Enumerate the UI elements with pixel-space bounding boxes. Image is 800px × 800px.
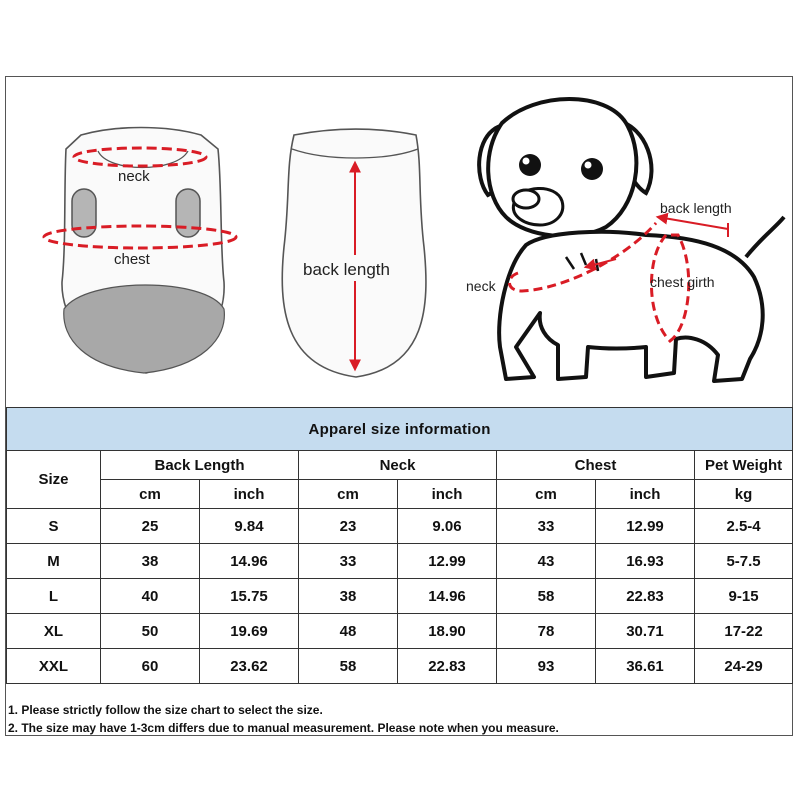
table-cell: 18.90 [398, 614, 497, 649]
table-cell: 9.84 [200, 509, 299, 544]
size-cell: XXL [7, 649, 101, 684]
table-row [7, 614, 793, 649]
table-cell: 9.06 [398, 509, 497, 544]
table-cell: 12.99 [596, 509, 695, 544]
front-vest-right-armhole [176, 189, 200, 237]
table-cell: 33 [299, 544, 398, 579]
measurement-illustrations [6, 77, 794, 407]
unit-header: kg [695, 480, 793, 509]
table-cell: 48 [299, 614, 398, 649]
size-cell: L [7, 579, 101, 614]
table-cell: 14.96 [398, 579, 497, 614]
dog-back-length-arrow [658, 217, 728, 229]
size-table [6, 407, 793, 684]
table-cell: 15.75 [200, 579, 299, 614]
table-cell: 40 [101, 579, 200, 614]
chest-header: Chest [497, 451, 695, 480]
back-vest-diagram [282, 129, 426, 377]
dog-nose [513, 190, 539, 208]
unit-header: cm [497, 480, 596, 509]
table-cell: 93 [497, 649, 596, 684]
table-cell: 22.83 [398, 649, 497, 684]
table-cell: 19.69 [200, 614, 299, 649]
size-table-wrapper [6, 407, 792, 684]
dog-head [488, 99, 636, 236]
table-cell: 58 [497, 579, 596, 614]
table-cell: 58 [299, 649, 398, 684]
table-row [7, 579, 793, 614]
table-cell: 23 [299, 509, 398, 544]
size-cell: S [7, 509, 101, 544]
table-row [7, 544, 793, 579]
size-cell: M [7, 544, 101, 579]
table-cell: 12.99 [398, 544, 497, 579]
unit-header: inch [398, 480, 497, 509]
table-cell: 78 [497, 614, 596, 649]
table-cell: 30.71 [596, 614, 695, 649]
table-cell: 36.61 [596, 649, 695, 684]
table-cell: 50 [101, 614, 200, 649]
table-cell: 5-7.5 [695, 544, 793, 579]
dog-diagram [466, 99, 784, 381]
dog-eye-right [581, 158, 603, 180]
front-neck-label: neck [118, 168, 150, 185]
unit-header: cm [101, 480, 200, 509]
table-row [7, 649, 793, 684]
dog-back-length-label: back length [660, 200, 732, 216]
note-line: 2. The size may have 1-3cm differs due to manual measurement. Please note when you measure. [8, 721, 559, 735]
front-vest-diagram [44, 128, 236, 374]
table-cell: 60 [101, 649, 200, 684]
table-title: Apparel size information [7, 408, 793, 451]
table-cell: 14.96 [200, 544, 299, 579]
table-cell: 16.93 [596, 544, 695, 579]
table-cell: 23.62 [200, 649, 299, 684]
unit-header: inch [200, 480, 299, 509]
table-cell: 17-22 [695, 614, 793, 649]
table-cell: 33 [497, 509, 596, 544]
back-length-header: Back Length [101, 451, 299, 480]
dog-chest-girth-label: chest girth [650, 274, 715, 290]
back-length-label: back length [303, 260, 390, 279]
table-cell: 22.83 [596, 579, 695, 614]
neck-header: Neck [299, 451, 497, 480]
table-cell: 9-15 [695, 579, 793, 614]
table-cell: 25 [101, 509, 200, 544]
table-cell: 38 [299, 579, 398, 614]
front-chest-label: chest [114, 251, 150, 268]
table-cell: 2.5-4 [695, 509, 793, 544]
unit-header: cm [299, 480, 398, 509]
notes-section [6, 697, 792, 737]
dog-eye-left [519, 154, 541, 176]
table-row [7, 509, 793, 544]
size-cell: XL [7, 614, 101, 649]
unit-header: inch [596, 480, 695, 509]
table-cell: 43 [497, 544, 596, 579]
table-cell: 24-29 [695, 649, 793, 684]
dog-neck-label: neck [466, 278, 496, 294]
pet-weight-header: Pet Weight [695, 451, 793, 480]
dog-body [499, 232, 763, 381]
dog-tail [746, 217, 784, 257]
table-cell: 38 [101, 544, 200, 579]
size-chart-frame [5, 76, 793, 736]
front-vest-gray-panel [64, 285, 225, 373]
size-header: Size [7, 451, 101, 509]
note-line: 1. Please strictly follow the size chart to select the size. [8, 703, 323, 717]
